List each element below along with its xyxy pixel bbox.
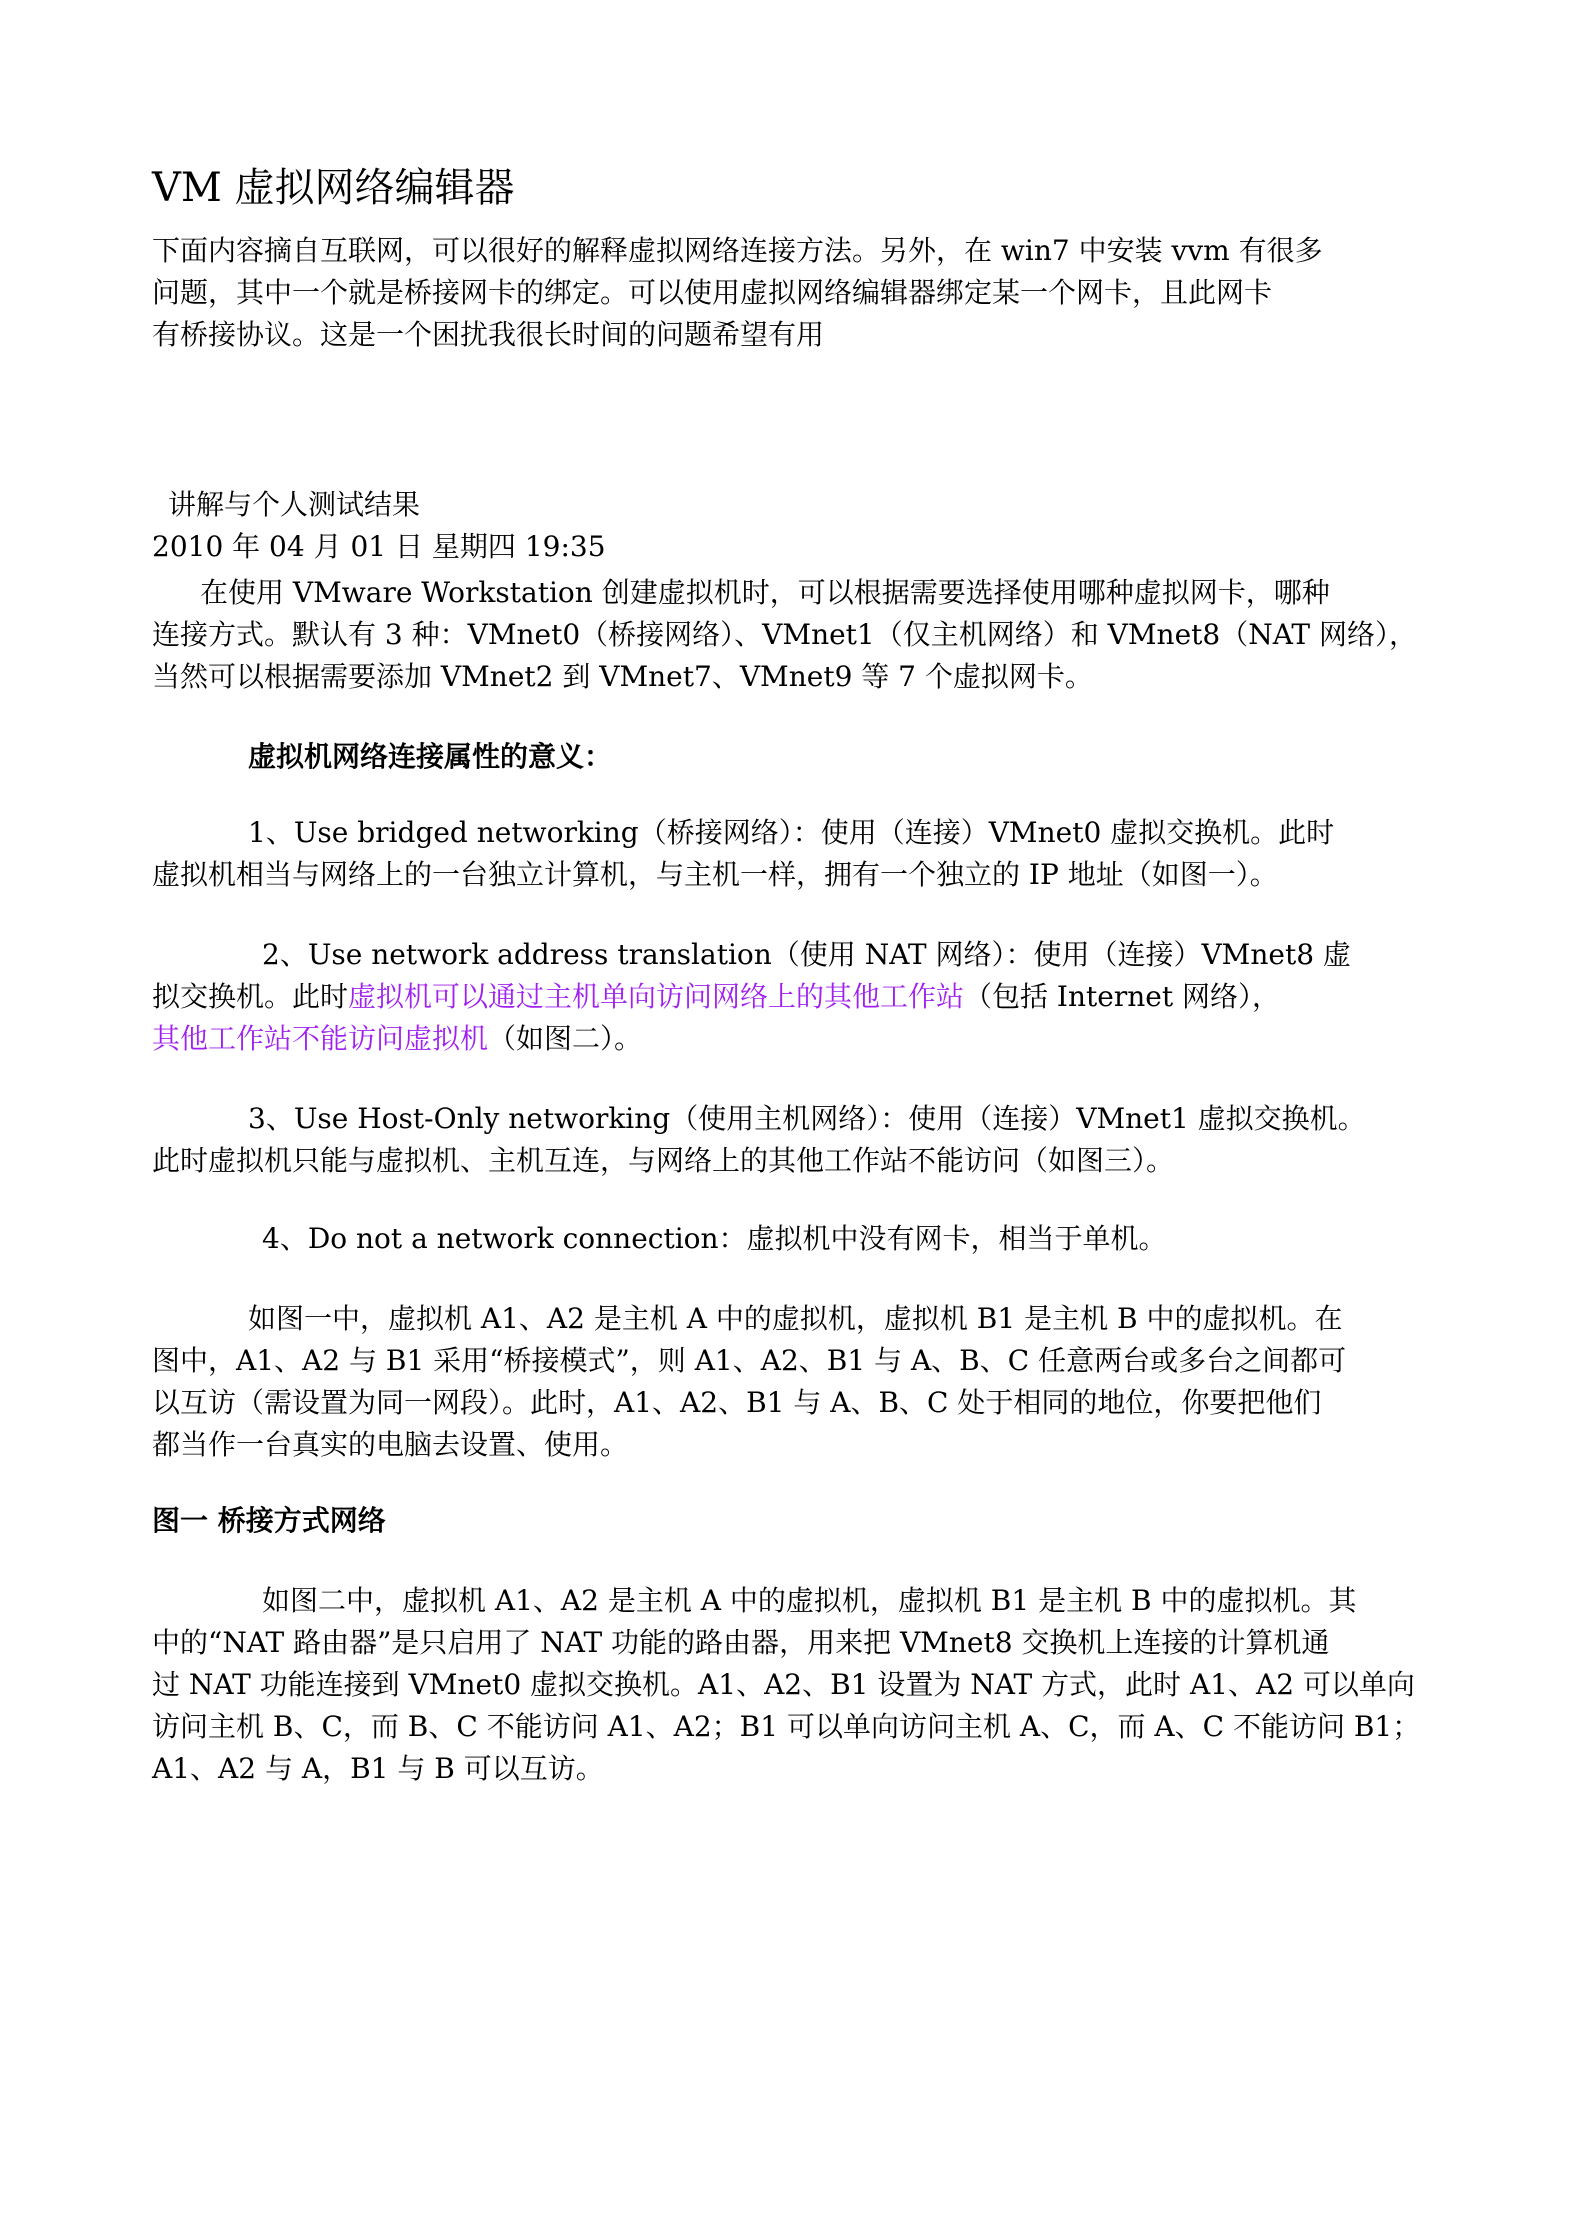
intro-line-1: 下面内容摘自互联网，可以很好的解释虚拟网络连接方法。另外，在 win7 中安装 vvm 有很多 — [152, 234, 1323, 267]
para1-line-2: 连接方式。默认有 3 种：VMnet0（桥接网络）、VMnet1（仅主机网络）和 VMnet8（NAT 网络）， — [152, 618, 1417, 651]
para2-line-2: 图中，A1、A2 与 B1 采用“桥接模式”，则 A1、A2、B1 与 A、B、C 任意两台或多台之间都可 — [152, 1344, 1347, 1377]
para1-line-1: 在使用 VMware Workstation 创建虚拟机时，可以根据需要选择使用哪种虚拟网卡，哪种 — [200, 576, 1330, 609]
item-nat — [152, 934, 1442, 1060]
post-date: 2010 年 04 月 01 日 星期四 19:35 — [152, 530, 606, 563]
document-title: VM 虚拟网络编辑器 — [152, 165, 515, 211]
item2-line-2-text-b: （包括 Internet 网络）， — [964, 980, 1280, 1013]
para3-line-2: 中的“NAT 路由器”是只启用了 NAT 功能的路由器，用来把 VMnet8 交换机上连接的计算机通 — [152, 1626, 1330, 1659]
highlighted-text-link-2[interactable]: 其他工作站不能访问虚拟机 — [152, 1022, 489, 1055]
paragraph-figure1-explanation — [152, 1298, 1442, 1466]
highlighted-text-link-1[interactable]: 虚拟机可以通过主机单向访问网络上的其他工作站 — [348, 980, 965, 1013]
para3-line-4: 访问主机 B、C，而 B、C 不能访问 A1、A2；B1 可以单向访问主机 A、C，而 A、C 不能访问 B1； — [152, 1710, 1421, 1743]
para3-line-5: A1、A2 与 A，B1 与 B 可以互访。 — [152, 1752, 604, 1785]
item3-line-2: 此时虚拟机只能与虚拟机、主机互连，与网络上的其他工作站不能访问（如图三）。 — [152, 1144, 1175, 1177]
paragraph-figure2-explanation — [152, 1580, 1442, 1790]
item2-line-3-text-b: （如图二）。 — [488, 1022, 643, 1055]
subtitle: 讲解与个人测试结果 — [168, 488, 421, 521]
intro-line-2: 问题，其中一个就是桥接网卡的绑定。可以使用虚拟网络编辑器绑定某一个网卡，且此网卡 — [152, 276, 1273, 309]
item2-line-2 — [152, 976, 1442, 1018]
item-host-only — [152, 1098, 1442, 1182]
item3-line-1: 3、Use Host-Only networking（使用主机网络）：使用（连接）VMnet1 虚拟交换机。 — [248, 1102, 1366, 1135]
para2-line-3: 以互访（需设置为同一网段）。此时，A1、A2、B1 与 A、B、C 处于相同的地位，你要把他们 — [152, 1386, 1322, 1419]
section-heading: 虚拟机网络连接属性的意义： — [248, 740, 613, 773]
para3-line-3: 过 NAT 功能连接到 VMnet0 虚拟交换机。A1、A2、B1 设置为 NAT 方式，此时 A1、A2 可以单向 — [152, 1668, 1415, 1701]
intro-paragraph — [152, 230, 1442, 356]
item-bridged — [152, 812, 1442, 896]
para2-line-1: 如图一中，虚拟机 A1、A2 是主机 A 中的虚拟机，虚拟机 B1 是主机 B 中的虚拟机。在 — [248, 1302, 1343, 1335]
intro-line-3: 有桥接协议。这是一个困扰我很长时间的问题希望有用 — [152, 318, 825, 351]
item1-line-2: 虚拟机相当与网络上的一台独立计算机，与主机一样，拥有一个独立的 IP 地址（如图一）。 — [152, 858, 1278, 891]
item2-line-1: 2、Use network address translation（使用 NAT 网络）：使用（连接）VMnet8 虚 — [262, 938, 1351, 971]
item4-line-1: 4、Do not a network connection：虚拟机中没有网卡，相当于单机。 — [262, 1222, 1167, 1255]
para2-line-4: 都当作一台真实的电脑去设置、使用。 — [152, 1428, 629, 1461]
item2-line-2-text-a: 拟交换机。此时 — [152, 980, 349, 1013]
para1-line-3: 当然可以根据需要添加 VMnet2 到 VMnet7、VMnet9 等 7 个虚拟网卡。 — [152, 660, 1093, 693]
para3-line-1: 如图二中，虚拟机 A1、A2 是主机 A 中的虚拟机，虚拟机 B1 是主机 B 中的虚拟机。其 — [262, 1584, 1357, 1617]
item1-line-1: 1、Use bridged networking（桥接网络）：使用（连接）VMnet0 虚拟交换机。此时 — [248, 816, 1335, 849]
figure1-caption: 图一 桥接方式网络 — [152, 1504, 386, 1537]
item-no-network — [152, 1218, 1442, 1260]
item2-line-3 — [152, 1018, 1442, 1060]
paragraph-vmware-intro — [152, 572, 1442, 698]
